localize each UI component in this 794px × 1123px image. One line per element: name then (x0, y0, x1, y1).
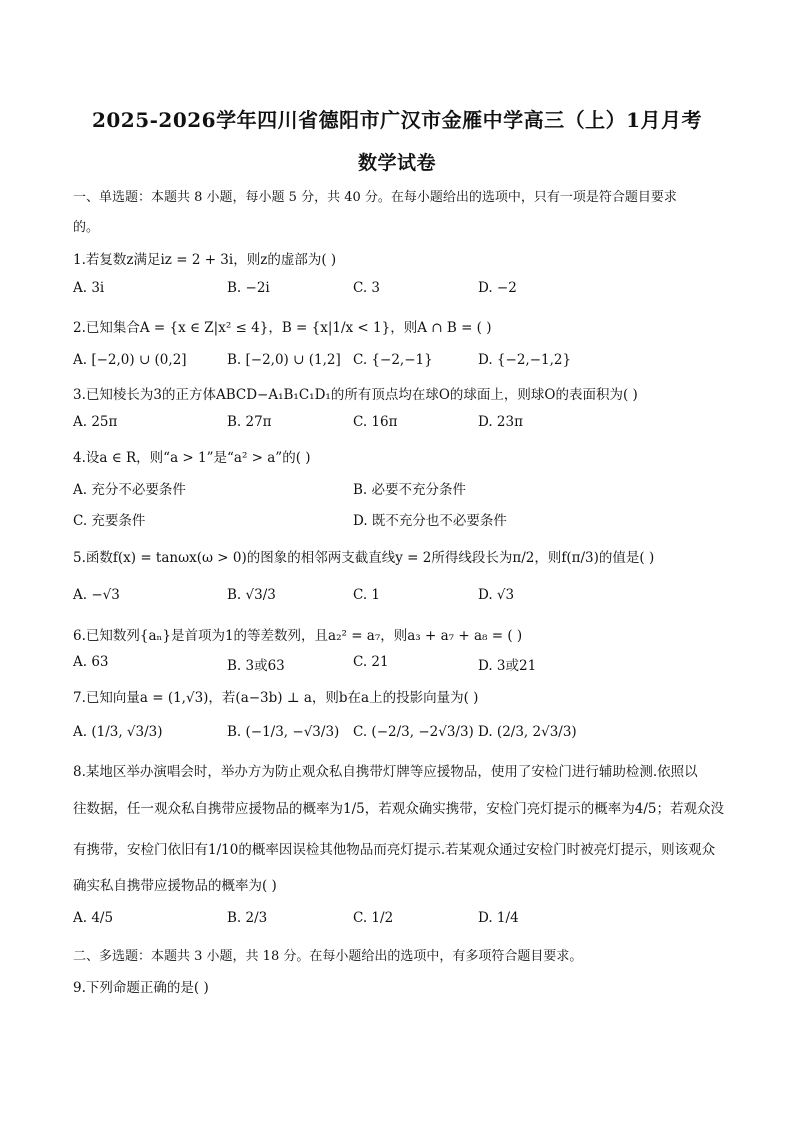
q5-option-a: A. −√3 (73, 587, 120, 603)
section2-heading: 二、多选题：本题共 3 小题，共 18 分。在每小题给出的选项中，有多项符合题目要求。 (73, 949, 583, 964)
q8-stem-line3: 有携带，安检门依旧有1/10的概率因误检其他物品而亮灯提示.若某观众通过安检门时被亮灯提示，则该观众 (73, 842, 716, 858)
q5-option-c: C. 1 (353, 587, 381, 603)
q9-stem: 9.下列命题正确的是( ) (73, 980, 209, 996)
q7-option-d: D. (2/3, 2√3/3) (478, 724, 577, 740)
q6-options (73, 654, 733, 676)
q1-option-a: A. 3i (73, 280, 105, 296)
q2-option-d: D. {−2,−1,2} (478, 352, 572, 368)
q4-option-b: B. 必要不充分条件 (353, 482, 467, 498)
q8-stem-line4: 确实私自携带应援物品的概率为( ) (73, 878, 277, 894)
q8-stem-line2: 往数据，任一观众私自携带应援物品的概率为1/5，若观众确实携带，安检门亮灯提示的概率为4/5；若观众没 (73, 801, 724, 817)
q8-option-d: D. 1/4 (478, 910, 519, 926)
q7-options (73, 724, 733, 746)
q8-option-c: C. 1/2 (353, 910, 394, 926)
q7-option-c: C. (−2/3, −2√3/3) (353, 724, 474, 740)
q4-stem: 4.设a ∈ R，则“a > 1”是“a² > a”的( ) (73, 450, 311, 466)
q3-stem: 3.已知棱长为3的正方体ABCD−A₁B₁C₁D₁的所有顶点均在球O的球面上，则球O的表面积为( ) (73, 387, 638, 403)
q8-options (73, 910, 733, 932)
q3-option-b: B. 27π (227, 414, 272, 430)
q2-options (73, 352, 733, 374)
q6-option-b: B. 3或63 (227, 658, 285, 674)
q6-option-a: A. 63 (73, 654, 109, 670)
q8-option-a: A. 4/5 (73, 910, 114, 926)
q7-option-a: A. (1/3, √3/3) (73, 724, 163, 740)
q2-option-c: C. {−2,−1} (353, 352, 433, 368)
q8-option-b: B. 2/3 (227, 910, 268, 926)
page-subtitle: 数学试卷 (357, 152, 436, 174)
q6-option-c: C. 21 (353, 654, 389, 670)
q5-options (73, 587, 733, 609)
q2-stem: 2.已知集合A = {x ∈ Z|x² ≤ 4}，B = {x|1/x < 1}，则A ∩ B = ( ) (73, 320, 492, 336)
section1-heading-cont: 的。 (73, 220, 100, 235)
q1-option-d: D. −2 (478, 280, 517, 296)
q7-stem: 7.已知向量a = (1,√3)，若(a−3b) ⊥ a，则b在a上的投影向量为( ) (73, 690, 479, 706)
q1-option-c: C. 3 (353, 280, 381, 296)
q4-option-c: C. 充要条件 (73, 513, 146, 529)
q8-stem-line1: 8.某地区举办演唱会时，举办方为防止观众私自携带灯牌等应援物品，使用了安检门进行辅助检测.依照以 (73, 764, 698, 780)
q2-option-b: B. [−2,0) ∪ (1,2] (227, 352, 341, 368)
q1-options (73, 280, 733, 302)
q1-option-b: B. −2i (227, 280, 270, 296)
q3-option-c: C. 16π (353, 414, 398, 430)
q5-option-b: B. √3/3 (227, 587, 276, 603)
q4-options-row2 (73, 509, 733, 531)
section1-heading: 一、单选题：本题共 8 小题，每小题 5 分，共 40 分。在每小题给出的选项中，只有一项是符合题目要求 (73, 190, 677, 205)
q4-option-d: D. 既不充分也不必要条件 (353, 513, 507, 529)
q5-stem: 5.函数f(x) = tanωx(ω > 0)的图象的相邻两支截直线y = 2所得线段长为π/2，则f(π/3)的值是( ) (73, 550, 655, 566)
q3-option-a: A. 25π (73, 414, 118, 430)
q4-option-a: A. 充分不必要条件 (73, 482, 186, 498)
q3-option-d: D. 23π (478, 414, 523, 430)
page-title: 2025-2026学年四川省德阳市广汉市金雁中学高三（上）1月月考 (91, 108, 703, 132)
q2-option-a: A. [−2,0) ∪ (0,2] (73, 352, 187, 368)
q1-stem: 1.若复数z满足iz = 2 + 3i，则z的虚部为( ) (73, 252, 337, 268)
q3-options (73, 414, 733, 436)
q4-options-row1 (73, 478, 733, 500)
q5-option-d: D. √3 (478, 587, 515, 603)
q7-option-b: B. (−1/3, −√3/3) (227, 724, 340, 740)
q6-stem: 6.已知数列{aₙ}是首项为1的等差数列，且a₂² = a₇，则a₃ + a₇ + a₈ = ( ) (73, 628, 523, 644)
q6-option-d: D. 3或21 (478, 658, 537, 674)
